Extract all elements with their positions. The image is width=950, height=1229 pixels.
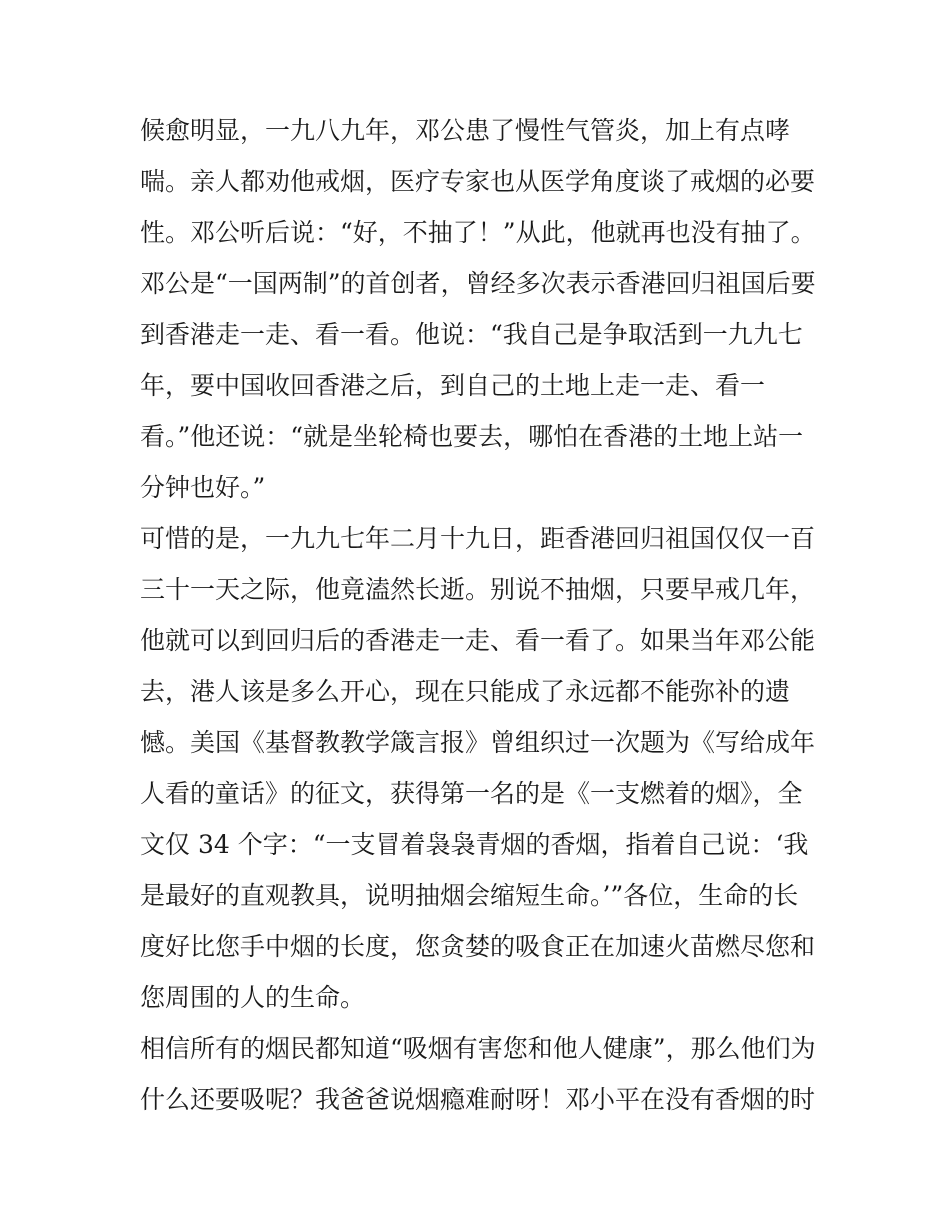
text-line: 他就可以到回归后的香港走一走、看一看了。如果当年邓公能 bbox=[140, 626, 816, 655]
text-line: 相信所有的烟民都知道“吸烟有害您和他人健康”，那么他们为 bbox=[140, 1034, 816, 1063]
text-line: 可惜的是，一九九七年二月十九日，距香港回归祖国仅仅一百 bbox=[140, 524, 816, 553]
text-line: 邓公是“一国两制”的首创者，曾经多次表示香港回归祖国后要 bbox=[140, 269, 816, 298]
text-line: 分钟也好。” bbox=[140, 473, 266, 502]
text-line: 是最好的直观教具，说明抽烟会缩短生命。’”各位，生命的长 bbox=[140, 881, 799, 910]
text-line: 看。”他还说：“就是坐轮椅也要去，哪怕在香港的土地上站一 bbox=[140, 422, 804, 451]
text-line: 性。邓公听后说：“好，不抽了！”从此，他就再也没有抽了。 bbox=[140, 218, 816, 247]
text-line: 年，要中国收回香港之后，到自己的土地上走一走、看一 bbox=[140, 371, 766, 400]
text-line: 什么还要吸呢？我爸爸说烟瘾难耐呀！邓小平在没有香烟的时 bbox=[140, 1085, 816, 1114]
text-line: 人看的童话》的征文，获得第一名的是《一支燃着的烟》，全 bbox=[140, 779, 803, 808]
text-line: 您周围的人的生命。 bbox=[140, 983, 366, 1012]
text-line: 度好比您手中烟的长度，您贪婪的吸食正在加速火苗燃尽您和 bbox=[140, 932, 816, 961]
text-line: 三十一天之际，他竟溘然长逝。别说不抽烟，只要早戒几年， bbox=[140, 575, 816, 604]
text-line: 喘。亲人都劝他戒烟，医疗专家也从医学角度谈了戒烟的必要 bbox=[140, 167, 816, 196]
text-line: 憾。美国《基督教教学箴言报》曾组织过一次题为《写给成年 bbox=[140, 728, 816, 757]
text-line: 候愈明显，一九八九年，邓公患了慢性气管炎，加上有点哮 bbox=[140, 116, 791, 145]
text-line: 文仅 34 个字：“一支冒着袅袅青烟的香烟，指着自己说：‘我 bbox=[140, 830, 809, 859]
text-line: 到香港走一走、看一看。他说：“我自己是争取活到一九九七 bbox=[140, 320, 803, 349]
text-line: 去，港人该是多么开心，现在只能成了永远都不能弥补的遗 bbox=[140, 677, 791, 706]
body-text bbox=[140, 105, 830, 1125]
